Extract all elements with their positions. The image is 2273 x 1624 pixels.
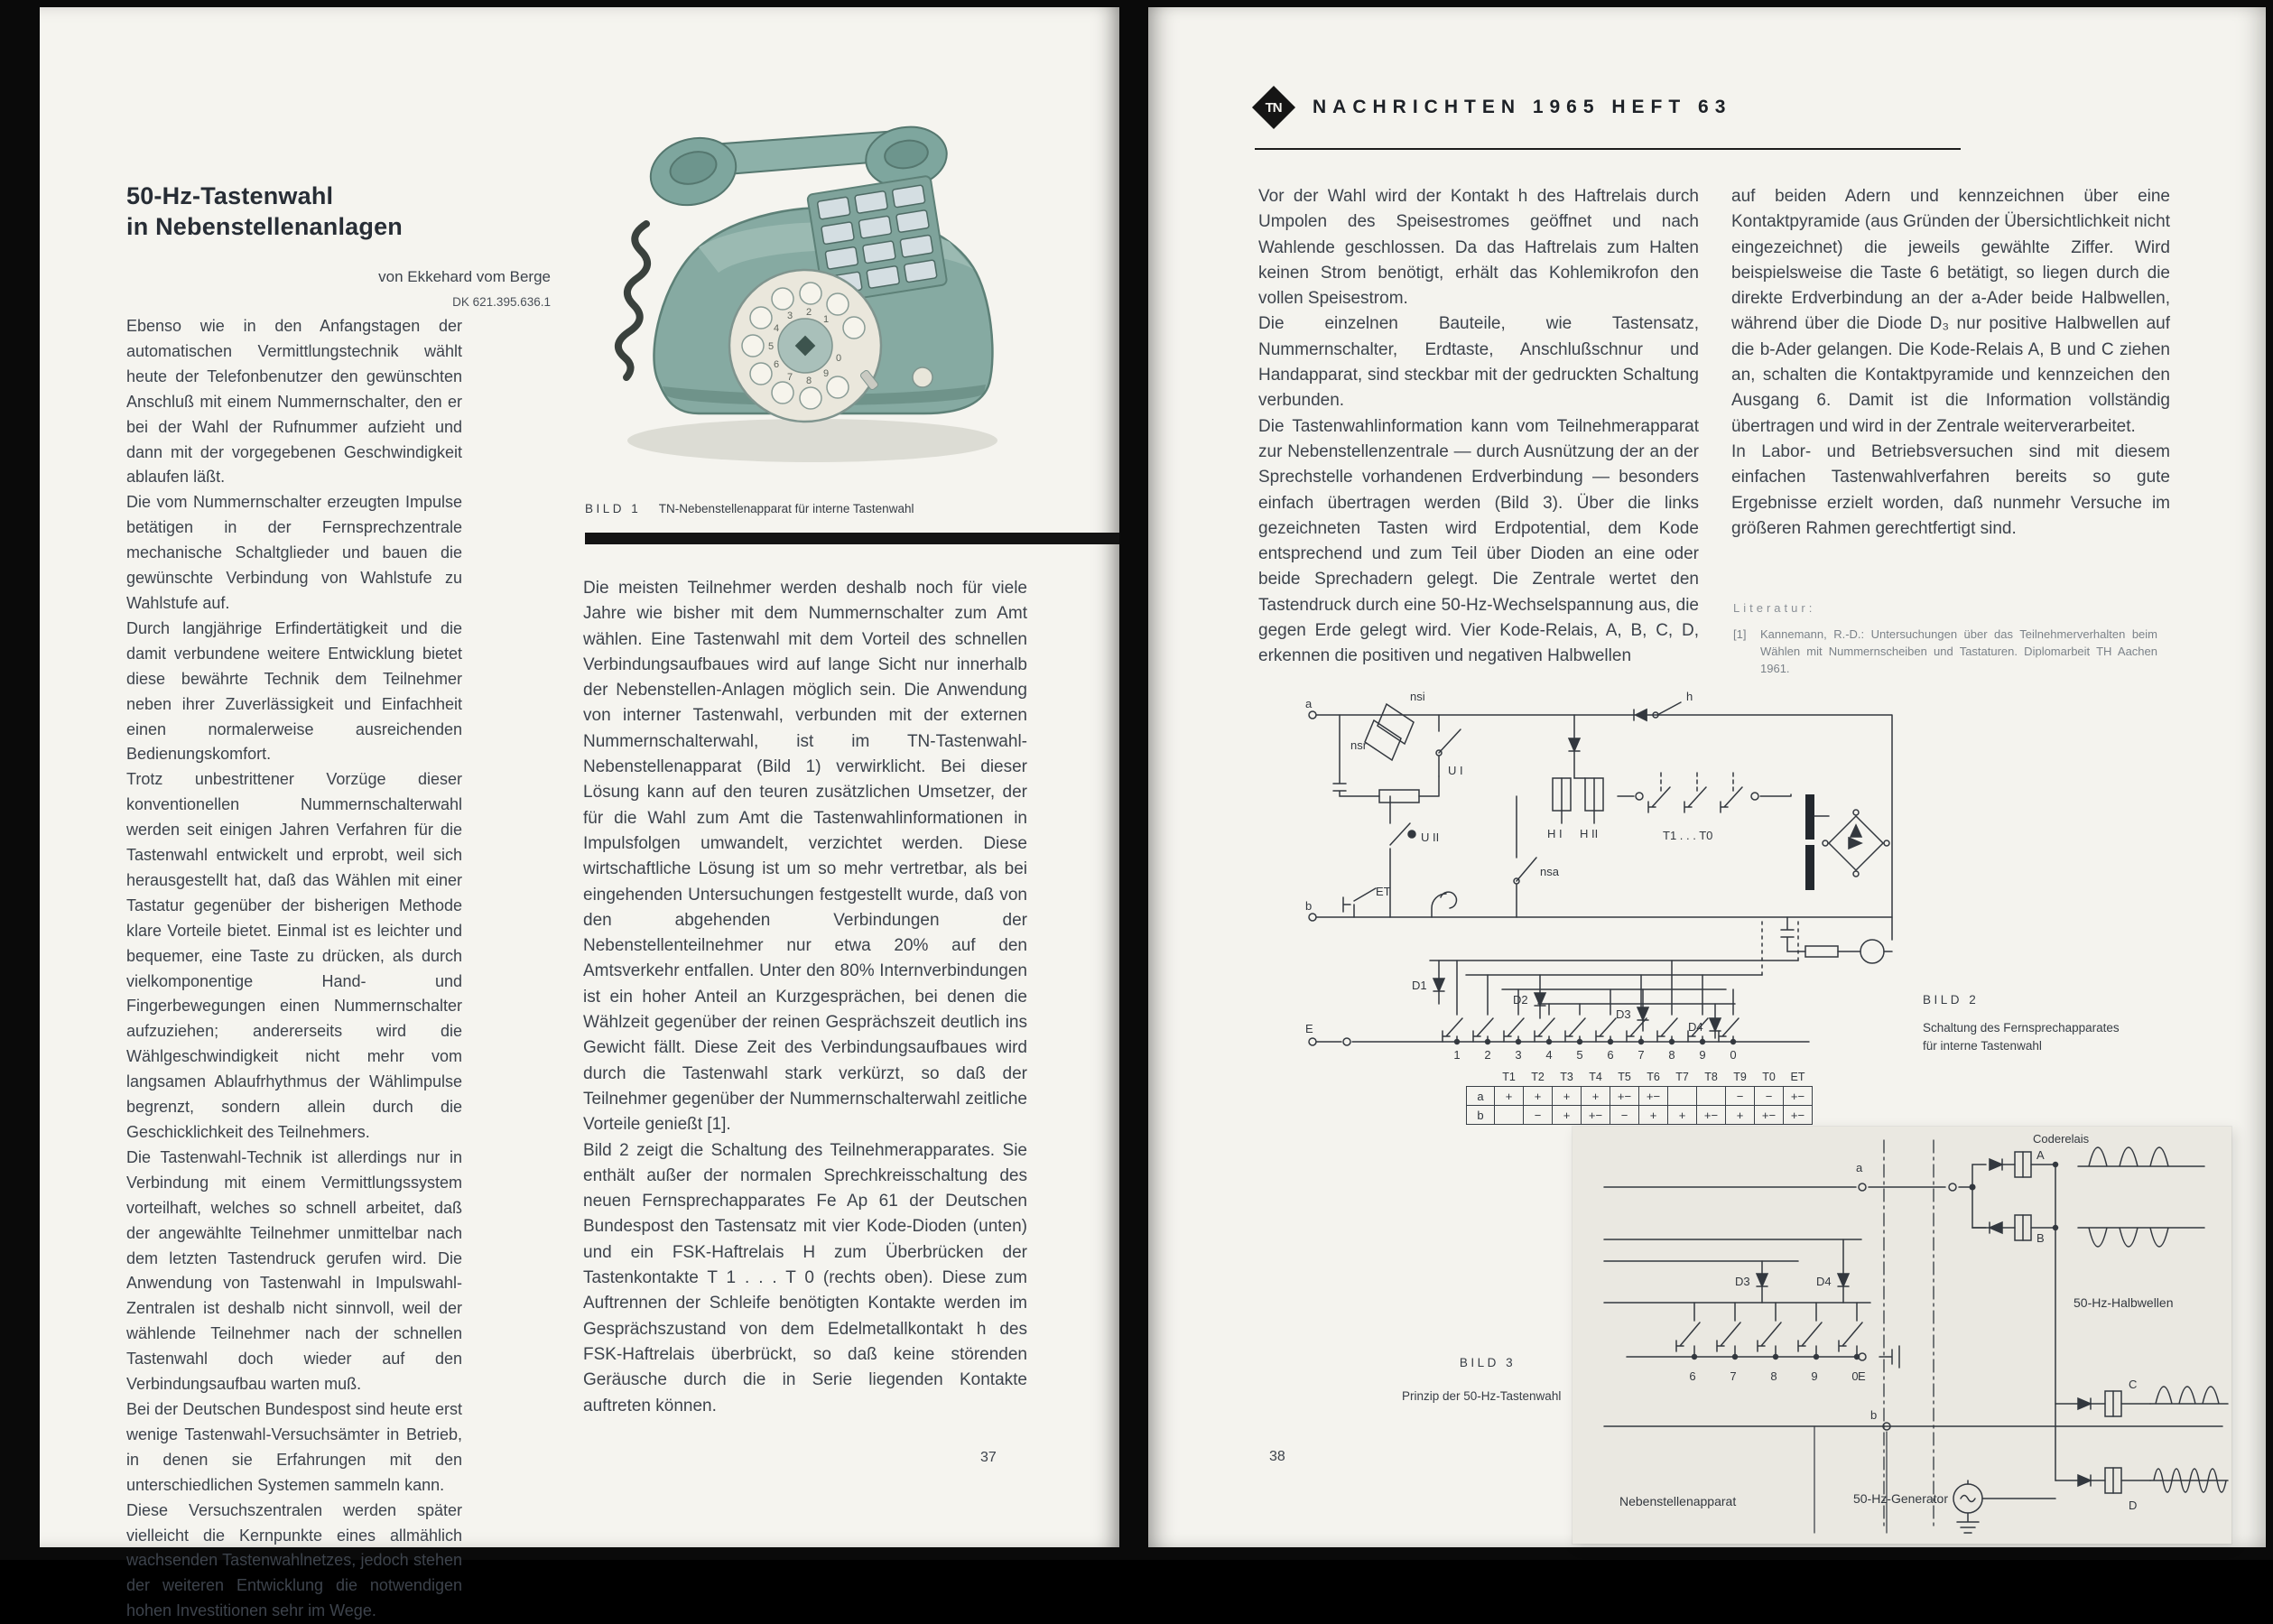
code-table-column: T4 — [1589, 1071, 1602, 1083]
key-digit: 5 — [1576, 1048, 1583, 1062]
phone-cord — [618, 224, 647, 377]
code-table-row — [1467, 1106, 1813, 1125]
contact-label-nsi: nsi — [1410, 690, 1425, 703]
key-digit: 0 — [1730, 1048, 1737, 1062]
dial-digit: 3 — [786, 311, 793, 321]
article-title-line1: 50-Hz-Tastenwahl — [126, 182, 334, 209]
key-digit: 9 — [1811, 1369, 1818, 1383]
contact-label-u1: U I — [1448, 764, 1463, 777]
paragraph: In Labor- und Betriebsversuchen sind mit diesem einfachen Tastenwahlverfahren bereits so gute Ergebnisse erzielt worden, daß nunmehr Versuche im größeren Rahmen gerechtfertigt sind. — [1731, 441, 2170, 538]
wire-label-b: b — [1305, 899, 1313, 913]
section-divider-bar — [585, 533, 1119, 544]
wire-label-a: a — [1856, 1161, 1863, 1174]
code-table-cell: + — [1553, 1087, 1582, 1106]
code-table-row-label: b — [1467, 1106, 1495, 1125]
masthead-rule — [1255, 148, 1961, 150]
phone-rotary-dial — [729, 270, 881, 422]
paragraph: auf beiden Adern und kennzeichnen über eine Kontaktpyramide (aus Gründen der Übersichtlichkeit nicht eingezeichnet) die jeweils gewählte Ziffer. Wird beispielsweise die Taste 6 betätigt, so liegen durch die direkte Erdverbindung an der a-Ader beide Halbwellen, während über die Diode D₃ nur positive Halbwellen auf die b-Ader gelangen. Die Kode-Relais A, B und C ziehen an, schalten die Kontaktpyramide und kennzeichen den Ausgang 6. Damit ist die Information vollständig übertragen und wird in der Zentrale weiterverarbeitet. — [1731, 187, 2170, 436]
tn-logo-text: TN — [1266, 99, 1282, 116]
literature-heading: Literatur: — [1733, 601, 1816, 615]
key-digit: 7 — [1637, 1048, 1645, 1062]
code-table-cell: − — [1726, 1087, 1755, 1106]
code-table-cell: +− — [1784, 1106, 1813, 1125]
key-digit: 4 — [1545, 1048, 1553, 1062]
dial-digit: 7 — [786, 372, 793, 383]
wire-label-e: E — [1858, 1369, 1866, 1383]
code-table-cell: +− — [1697, 1106, 1726, 1125]
page-number-left: 37 — [980, 1450, 997, 1465]
code-table-cell: +− — [1755, 1106, 1784, 1125]
contact-label-et: ET — [1376, 885, 1391, 898]
journal-masthead — [1258, 92, 1731, 123]
left-column-1 — [126, 314, 462, 1624]
generator-label: 50-Hz-Generator — [1852, 1491, 1948, 1506]
code-table-cell: +− — [1610, 1087, 1639, 1106]
article-title-line2: in Nebenstellenanlagen — [126, 213, 403, 240]
paragraph: Diese Versuchszentralen werden später vielleicht die Kernpunkte eines allmählich wachsenden Tastenwahlnetzes, jedoch stehen der weiteren Entwicklung die notwendigen hohen Investitionen sehr im Wege. — [126, 1500, 462, 1620]
key-digit: 0 — [1851, 1369, 1859, 1383]
author-line: von Ekkehard vom Berge — [378, 268, 551, 285]
paragraph: Trotz unbestrittener Vorzüge dieser konventionellen Nummernschalterwahl werden seit einigen Jahren Verfahren für die Tastenwahl entwickelt und erprobt, weil sich herausgestellt hat, daß das Wählen mit einer Tastatur gegenüber der bisherigen Methode klare Vorteile bietet. Einmal ist es leichter und bequemer, eine Taste zu drücken, als durch vielkomponentige Hand- und Fingerbewegungen einen Nummernschalter aufzuziehen; andererseits wird die Wählgeschwindigkeit nicht mehr vom langsamen Ablaufrhythmus der Wählimpulse begrenzt, sondern allein durch die Geschicklichkeit des Teilnehmers. — [126, 770, 462, 1141]
telephone-photo — [580, 79, 1015, 487]
diode-label-d4: D4 — [1688, 1020, 1703, 1034]
code-table-cell: − — [1610, 1106, 1639, 1125]
relay-label-c: C — [2129, 1378, 2138, 1391]
page-right — [1148, 7, 2266, 1547]
key-digit: 8 — [1668, 1048, 1675, 1062]
code-table-column: T6 — [1647, 1071, 1660, 1083]
code-table-cell: + — [1726, 1106, 1755, 1125]
contact-label-h: h — [1686, 690, 1693, 703]
code-table-cell: + — [1495, 1087, 1524, 1106]
paragraph: Durch langjährige Erfindertätigkeit und die damit verbundene weitere Entwicklung bietet diese bewährte Technik dem Teilnehmer neben ihrer Zuverlässigkeit und Einfachheit einen normalerweise ausreichenden Bedienungskomfort. — [126, 618, 462, 764]
figure2-caption — [1923, 993, 2194, 1055]
coderelais-label: Coderelais — [2033, 1132, 2090, 1146]
code-table-cell: + — [1524, 1087, 1553, 1106]
journal-title: NACHRICHTEN 1965 HEFT 63 — [1313, 97, 1732, 117]
figure2-caption-label: BILD 2 — [1923, 993, 1980, 1007]
diode-label-d1: D1 — [1412, 979, 1427, 992]
code-table-cell: + — [1639, 1106, 1668, 1125]
contact-label-trange: T1 . . . T0 — [1663, 829, 1713, 842]
dial-digit: 9 — [822, 368, 830, 379]
code-table-cell: +− — [1639, 1087, 1668, 1106]
page-number-right: 38 — [1269, 1449, 1285, 1464]
code-table-column: T3 — [1560, 1071, 1573, 1083]
code-table-column: T7 — [1675, 1071, 1689, 1083]
paragraph: Bild 2 zeigt die Schaltung des Teilnehmerapparates. Sie enthält außer der normalen Sprechkreisschaltung des neuen Fernsprechapparates Fe Ap 61 der Deutschen Bundespost den Tastensatz mit vier Kode-Dioden (unten) und ein FSK-Haftrelais H zum Überbrücken der Tastenkontakte T 1 . . . T 0 (rechts oben). Diese zum Auftrennen der Schleife benötigten Kontakte werden im Gesprächszustand von dem Edelmetallkontakt h des FSK-Haftrelais überbrückt, so daß keine störenden Geräusche durch die in Serie liegenden Kontakte auftreten können. — [583, 1140, 1027, 1415]
page-left — [40, 7, 1119, 1620]
figure3-panel — [1573, 1127, 2231, 1544]
paragraph: Vor der Wahl wird der Kontakt h des Haftrelais durch Umpolen des Speisestromes geöffnet und nach Wahlende geschlossen. Da das Haftrelais zum Halten keinen Strom benötigt, erhält das Kohlemikrofon den vollen Speisestrom. — [1258, 187, 1699, 309]
figure3-caption — [1402, 1356, 1573, 1403]
coil-label-h2: H II — [1580, 827, 1599, 840]
figure3-caption-text: Prinzip der 50-Hz-Tastenwahl — [1402, 1389, 1562, 1403]
paragraph: Die einzelnen Bauteile, wie Tastensatz, Nummernschalter, Erdtaste, Anschlußschnur und Handapparat, sind steckbar mit der gedruckten Schaltung verbunden. — [1258, 314, 1699, 411]
wire-label-b: b — [1870, 1408, 1878, 1422]
figure1-caption-label: BILD 1 — [585, 502, 642, 515]
code-table-cell: +− — [1784, 1087, 1813, 1106]
left-column-2 — [583, 576, 1027, 1419]
dial-digit: 4 — [773, 323, 780, 334]
coil-label-h1: H I — [1547, 827, 1563, 840]
dial-digit: 8 — [805, 376, 812, 386]
literature-section — [1733, 601, 2157, 677]
code-table-cell: + — [1553, 1106, 1582, 1125]
figure3-schematic — [1573, 1127, 2231, 1544]
paragraph: Ebenso wie in den Anfangstagen der automatischen Vermittlungstechnik wählt heute der Telefonbenutzer den gewünschten Anschluß mit einem Nummernschalter, den er bei der Wahl der Rufnummer aufzieht und dann mit der vorgegebenen Geschwindigkeit ablaufen läßt. — [126, 317, 462, 487]
dial-digit: 6 — [773, 359, 780, 370]
figure1-caption-text: TN-Nebenstellenapparat für interne Tastenwahl — [658, 502, 914, 515]
halbwellen-label: 50-Hz-Halbwellen — [2074, 1295, 2174, 1310]
literature-entry-text: Kannemann, R.-D.: Untersuchungen über das Teilnehmerverhalten beim Wählen mit Nummernscheiben und Tastaturen. Diplomarbeit TH Aachen 1961. — [1760, 627, 2157, 675]
paragraph: Die Tastenwahlinformation kann vom Teilnehmerapparat zur Nebenstellenzentrale — durch Ausnützung der an der Sprechstelle vorhandenen Erdverbindung — besonders einfach übertragen werden (Bild 3). Über die links gezeichneten Tasten wird Erdpotential, dem Kode entsprechend und zum Teil über Dioden an eine oder beide Sprechadern gelegt. Die Zentrale wertet den Tastendruck durch eine 50-Hz-Wechselspannung aus, die gegen Erde gelegt wird. Vier Kode-Relais, A, B, C, D, erkennen die positiven und negativen Halbwellen — [1258, 416, 1699, 666]
code-table-column: T9 — [1733, 1071, 1747, 1083]
dk-number: DK 621.395.636.1 — [452, 295, 551, 309]
figure1-caption — [585, 502, 1090, 515]
apparat-label: Nebenstellenapparat — [1619, 1494, 1737, 1508]
key-digit: 8 — [1770, 1369, 1777, 1383]
key-digit: 6 — [1689, 1369, 1696, 1383]
relay-label-d: D — [2129, 1499, 2138, 1512]
paragraph: Die meisten Teilnehmer werden deshalb noch für viele Jahre wie bisher mit dem Nummernschalter zum Amt wählen. Eine Tastenwahl mit dem Vorteil des schnellen Verbindungsaufbaues wird auf lange Sicht nur innerhalb der Nebenstellen-Anlagen möglich sein. Die Anwendung von interner Tastenwahl, verbunden mit der externen Nummernschalterwahl, ist im TN-Tastenwahl-Nebenstellenapparat (Bild 1) verwirklicht. Bei dieser Lösung kann auf den teuren zusätzlichen Umsetzer, der für die Wahl zum Amt die Tastenwahlinformationen in Impulsfolgen umwandelt, verzichtet werden. Diese wirtschaftliche Lösung ist um so mehr vertretbar, als bei eingehenden Untersuchungen festgestellt wurde, daß von den abgehenden Verbindungen der Nebenstellenteilnehmer nur etwa 20% auf den Amtsverkehr entfallen. Unter den 80% Internverbindungen ist ein hoher Anteil an Kurzgesprächen, bei denen die Wählzeit gegenüber der reinen Gesprächszeit deutlich ins Gewicht fällt. Diese Zeit des Verbindungsaufbaues wird durch die Tastenwahl stark verkürzt, so daß der Teilnehmer gegenüber der Nummernschalterwahl zeitliche Vorteile genießt [1]. — [583, 579, 1027, 1135]
key-digit: 7 — [1730, 1369, 1737, 1383]
key-digit: 3 — [1515, 1048, 1522, 1062]
figure2-schematic — [1303, 690, 1908, 1069]
diode-label-d3: D3 — [1735, 1275, 1750, 1288]
wire-label-a: a — [1305, 697, 1313, 710]
code-table-cell: +− — [1582, 1106, 1610, 1125]
code-table-column: T0 — [1762, 1071, 1776, 1083]
contact-label-nsr: nsr — [1350, 738, 1368, 752]
tn-logo-icon — [1252, 86, 1295, 129]
literature-entry — [1733, 626, 2157, 677]
diode-label-d4: D4 — [1816, 1275, 1832, 1288]
dial-digit: 5 — [767, 341, 775, 352]
code-table-column: ET — [1790, 1071, 1805, 1083]
code-table-cell: + — [1668, 1106, 1697, 1125]
code-table-row-label: a — [1467, 1087, 1495, 1106]
key-digit: 9 — [1699, 1048, 1706, 1062]
code-table-column: T1 — [1502, 1071, 1516, 1083]
code-table-column: T5 — [1618, 1071, 1631, 1083]
code-table-column: T8 — [1704, 1071, 1718, 1083]
relay-label-b: B — [2036, 1231, 2045, 1245]
dial-digit: 1 — [822, 314, 830, 325]
figure2-caption-line2: für interne Tastenwahl — [1923, 1039, 2042, 1053]
code-table-cell — [1697, 1087, 1726, 1106]
figure2-caption-line1: Schaltung des Fernsprechapparates — [1923, 1021, 2120, 1035]
diode-label-d2: D2 — [1513, 993, 1528, 1007]
figure3-caption-label: BILD 3 — [1459, 1356, 1517, 1369]
key-digit: 6 — [1607, 1048, 1614, 1062]
right-column-2 — [1731, 184, 2170, 542]
contact-label-u2: U II — [1421, 831, 1440, 844]
key-digit: 2 — [1484, 1048, 1491, 1062]
article-title — [126, 181, 451, 242]
right-column-1 — [1258, 184, 1699, 670]
wire-label-e: E — [1305, 1022, 1313, 1035]
contact-label-nsa: nsa — [1540, 865, 1559, 878]
paragraph: Die Tastenwahl-Technik ist allerdings nur in Verbindung mit einem Vermittlungssystem vorteilhaft, welches so schnell arbeitet, daß der angewählte Teilnehmer unmittelbar nach dem letzten Tastendruck gerufen wird. Die Anwendung von Tastenwahl in Impulswahl-Zentralen ist deshalb nicht sinnvoll, weil der wählende Teilnehmer nach der schnellen Tastenwahl doch wieder auf den Verbindungsaufbau warten muß. — [126, 1147, 462, 1394]
dial-digit: 2 — [805, 307, 812, 318]
literature-entry-marker: [1] — [1733, 627, 1747, 641]
code-table-cell: + — [1582, 1087, 1610, 1106]
code-table-cell: − — [1755, 1087, 1784, 1106]
phone-emblem — [913, 367, 932, 387]
diode-label-d3: D3 — [1616, 1007, 1631, 1021]
code-table-row — [1467, 1087, 1813, 1106]
paragraph: Bei der Deutschen Bundespost sind heute erst wenige Tastenwahl-Versuchsämter in Betrieb, in denen sie Erfahrungen mit den unterschiedlichen Systemen sammeln kann. — [126, 1399, 462, 1494]
code-table-cell: − — [1524, 1106, 1553, 1125]
key-digit: 1 — [1453, 1048, 1461, 1062]
code-table-cell — [1495, 1106, 1524, 1125]
paragraph: Die vom Nummernschalter erzeugten Impulse betätigen in der Fernsprechzentrale mechanische Schaltglieder und bauen die gewünschte Verbindung von Wahlstufe zu Wahlstufe auf. — [126, 493, 462, 612]
code-table-cell — [1668, 1087, 1697, 1106]
dial-digit: 0 — [835, 353, 842, 364]
figure2-code-table — [1466, 1071, 1813, 1125]
code-table-column: T2 — [1531, 1071, 1545, 1083]
relay-label-a: A — [2036, 1148, 2045, 1162]
